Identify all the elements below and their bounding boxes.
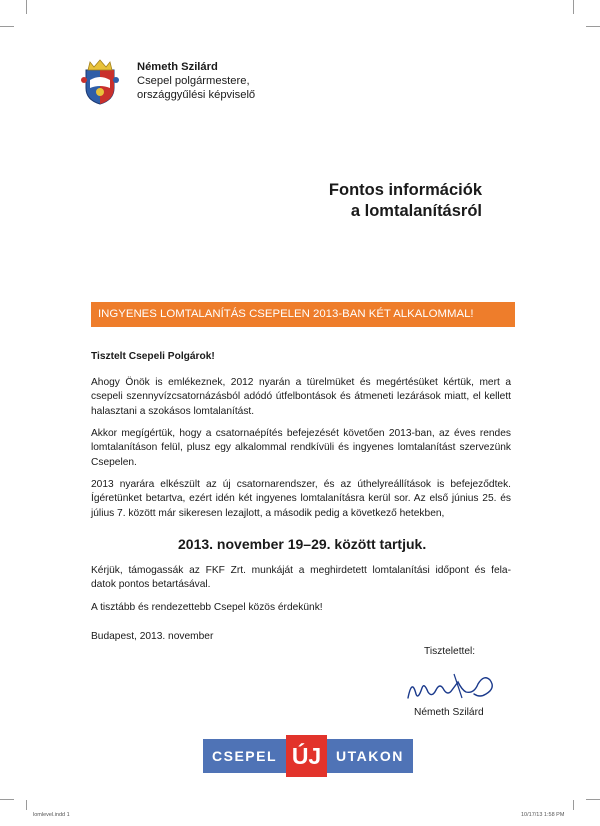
announcement-banner: INGYENES LOMTALANÍTÁS CSEPELEN 2013-BAN KÉT ALKALOMMAL! — [91, 302, 515, 327]
paragraph-line: datok pontos betartásával. — [91, 579, 211, 591]
salutation: Tisztelettel: — [424, 646, 476, 657]
place-date: Budapest, 2013. november — [91, 631, 214, 642]
sender-title: országgyűlési képviselő — [137, 89, 256, 101]
highlight-date: 2013. november 19–29. között tartjuk. — [178, 536, 427, 552]
footer-filename: lomlevel.indd 1 — [33, 812, 70, 818]
headline-line: Fontos információk — [328, 181, 482, 199]
greeting: Tisztelt Csepeli Polgárok! — [91, 351, 215, 362]
crop-mark — [26, 0, 27, 14]
paragraph-line: lomtalanításon felül, plusz egy alkalommal rendkívüli és ingyenes lomtalanítást szervezünk — [91, 442, 511, 454]
crop-mark — [586, 799, 600, 800]
slogan: A tisztább és rendezettebb Csepel közös érdekünk! — [91, 602, 323, 613]
csepel-uj-utakon-logo — [203, 739, 413, 773]
logo-text-middle: ÚJ — [286, 735, 327, 777]
crop-mark — [0, 26, 14, 27]
paragraph-line: Kérjük, támogassák az FKF Zrt. munkáját a meghirdetett lomtalanítási időpont és fela- — [91, 565, 511, 576]
crop-mark — [573, 0, 574, 14]
crop-mark — [0, 799, 14, 800]
logo-text-left: CSEPEL — [203, 739, 286, 773]
paragraph-line: július 7. között már sikeresen lezajlott, a második pedig a következő hetekben, — [91, 507, 445, 519]
paragraph-line: csepeli szennyvízcsatornázásból adódó útfelbontások és átmeneti lezárások miatt, el kellett — [91, 391, 511, 403]
crop-mark — [26, 800, 27, 810]
paragraph-line: Akkor megígértük, hogy a csatornaépítés befejezését követően 2013-ban, az éves rendes — [91, 428, 511, 439]
paragraph-line: halasztani a szokásos lomtalanítást. — [91, 405, 255, 417]
paragraph-line: Ahogy Önök is emlékeznek, 2012 nyarán a türelmüket és megértésüket kértük, mert a — [91, 377, 511, 388]
signature-name: Németh Szilárd — [414, 707, 484, 718]
paragraph-line: Ígéretünket betartva, ezért idén két ingyenes lomtalanításra kerül sor. Az első június 25. és — [91, 493, 511, 505]
crop-mark — [573, 800, 574, 810]
paragraph — [91, 478, 511, 521]
footer-timestamp: 10/17/13 1:58 PM — [521, 812, 565, 818]
paragraph-line: 2013 nyarára elkészült az új csatornarendszer, és az úthelyreállítások is befejeződtek. — [91, 479, 511, 490]
logo-text-right: UTAKON — [327, 739, 413, 773]
paragraph-line: Csepelen. — [91, 456, 137, 468]
sender-title: Csepel polgármestere, — [137, 75, 250, 87]
crop-mark — [586, 26, 600, 27]
sender-name: Németh Szilárd — [137, 61, 218, 73]
headline-line: a lomtalanításról — [350, 202, 482, 220]
paragraph — [91, 564, 511, 593]
paragraph — [91, 427, 511, 470]
signature-icon — [404, 668, 504, 709]
paragraph — [91, 376, 511, 419]
coat-of-arms-icon — [80, 58, 120, 106]
